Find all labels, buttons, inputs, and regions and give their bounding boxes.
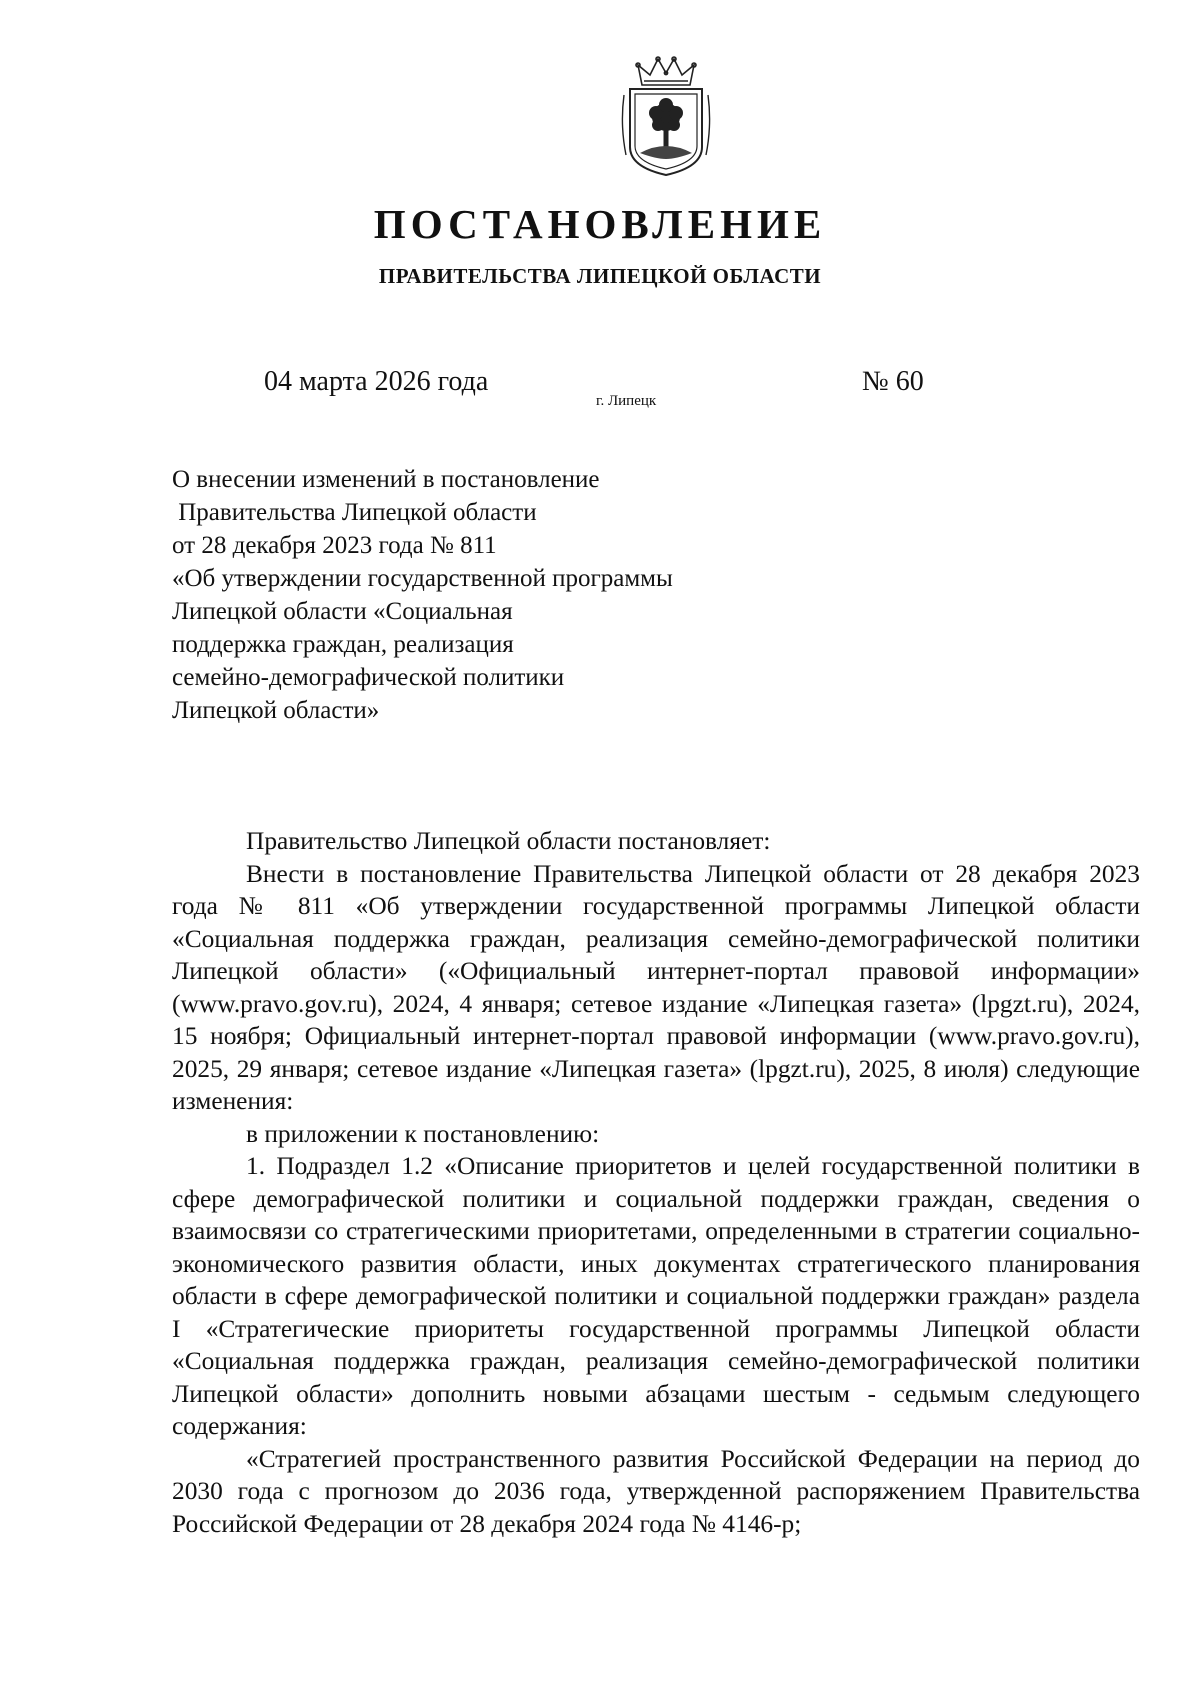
document-city: г. Липецк: [596, 393, 657, 409]
body-paragraph: Правительство Липецкой области постановляет:: [246, 827, 771, 855]
heading-line: поддержка граждан, реализация: [172, 631, 514, 658]
document-subtitle: ПРАВИТЕЛЬСТВА ЛИПЕЦКОЙ ОБЛАСТИ: [378, 264, 822, 288]
coat-of-arms-icon: [616, 55, 716, 180]
document-number: № 60: [862, 366, 924, 397]
heading-line: «Об утверждении государственной программы: [172, 565, 673, 592]
document-body: [172, 825, 1140, 1540]
heading-line: Правительства Липецкой области: [172, 499, 537, 526]
body-paragraph: в приложении к постановлению:: [246, 1119, 600, 1148]
heading-line: О внесении изменений в постановление: [172, 466, 600, 493]
heading-line: Липецкой области «Социальная: [172, 598, 513, 625]
document-title: ПОСТАНОВЛЕНИЕ: [373, 201, 827, 247]
body-paragraph: «Стратегией пространственного развития Российской Федерации на период до 2030 года с прогнозом до 2036 года, утвержденной распоряжением Правительства Российской Федерации от 28 декабря 2024 года № 4146-р;: [172, 1444, 1140, 1538]
document-heading: [172, 463, 673, 727]
heading-line: семейно-демографической политики: [172, 664, 565, 691]
body-paragraph: Внести в постановление Правительства Липецкой области от 28 декабря 2023 года № 811 «Об утверждении государственной программы Липецкой области «Социальная поддержка граждан, реализация семейно-демографической политики Липецкой области» («Официальный интернет-портал правовой информации» (www.pravo.gov.ru), 2024, 4 января; сетевое издание «Липецкая газета» (lpgzt.ru), 2024, 15 ноября; Официальный интернет-портал правовой информации (www.pravo.gov.ru), 2025, 29 января; сетевое издание «Липецкая газета» (lpgzt.ru), 2025, 8 июля) следующие изменения:: [172, 859, 1140, 1115]
body-paragraph: 1. Подраздел 1.2 «Описание приоритетов и целей государственной политики в сфере демографической политики и социальной поддержки граждан, сведения о взаимосвязи со стратегическими приоритетами, определенными в стратегии социально-экономического развития области, иных документах стратегического планирования области в сфере демографической политики и социальной поддержки граждан» раздела I «Стратегические приоритеты государственной программы Липецкой области «Социальная поддержка граждан, реализация семейно-демографической политики Липецкой области» дополнить новыми абзацами шестым - седьмым следующего содержания:: [172, 1152, 1140, 1440]
document-date: 04 марта 2026 года: [264, 366, 489, 397]
heading-line: Липецкой области»: [172, 697, 380, 724]
heading-line: от 28 декабря 2023 года № 811: [172, 532, 497, 559]
